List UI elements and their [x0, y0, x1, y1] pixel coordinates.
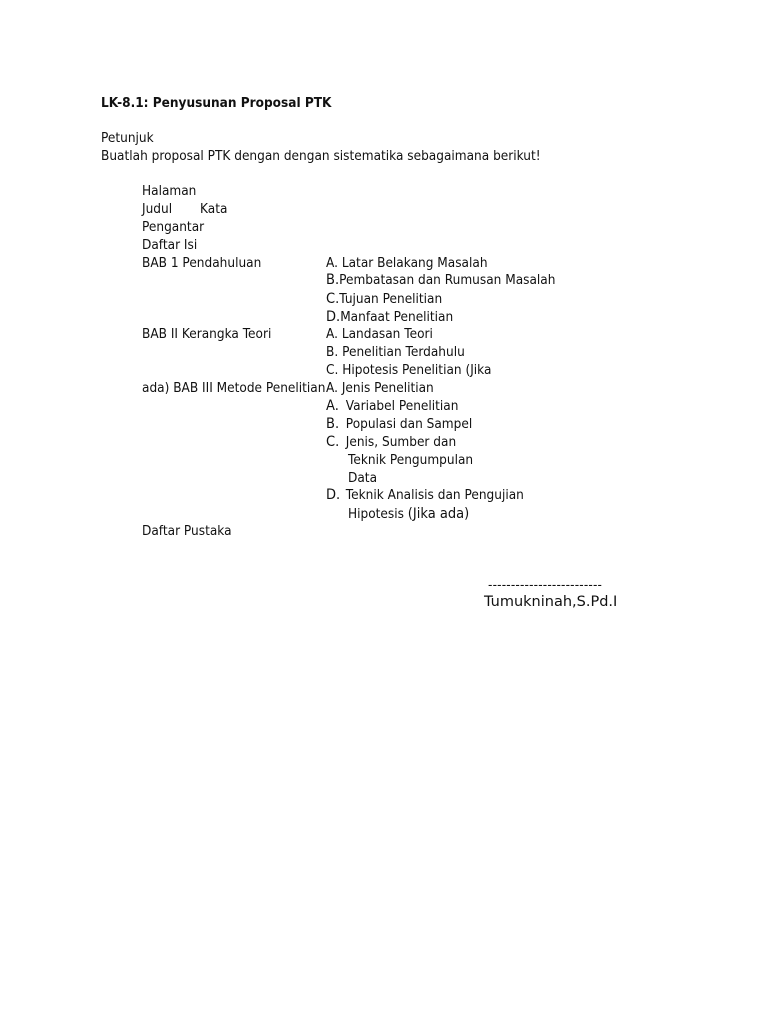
- bab3-item-c-continuation-1: Teknik Pengumpulan: [348, 452, 474, 468]
- daftar-pustaka: Daftar Pustaka: [142, 523, 232, 539]
- item-letter: C.: [326, 362, 339, 378]
- item-letter: C.: [326, 291, 340, 307]
- item-text: Hipotesis Penelitian (Jika: [342, 362, 492, 378]
- item-text: Hipotesis: [348, 506, 404, 522]
- item-letter: C.: [326, 434, 340, 450]
- item-text: Manfaat Penelitian: [340, 309, 454, 325]
- outline-kata: Kata: [200, 201, 228, 217]
- bab1-item-d: [326, 308, 453, 326]
- bab3-item-c-jenis-sumber: [326, 433, 456, 451]
- item-text: Populasi dan Sampel: [345, 416, 473, 432]
- signature-line: -------------------------: [488, 577, 603, 593]
- outline-daftar-isi: Daftar Isi: [142, 237, 198, 253]
- item-text: Jenis, Sumber dan: [345, 434, 457, 450]
- item-letter: B.: [326, 272, 340, 288]
- bab3-item-a-jenis: [326, 379, 434, 397]
- item-letter: A.: [326, 255, 338, 271]
- item-text: Latar Belakang Masalah: [341, 255, 488, 271]
- outline-halaman: Halaman: [142, 183, 197, 199]
- document-title: LK-8.1: Penyusunan Proposal PTK: [101, 95, 332, 111]
- bab3-item-d-teknik: [326, 486, 524, 504]
- bab1-item-a: [326, 254, 488, 272]
- item-letter: B.: [326, 344, 339, 360]
- item-text: Pembatasan dan Rumusan Masalah: [339, 272, 556, 288]
- item-text: Penelitian Terdahulu: [342, 344, 465, 360]
- bab3-item-c-continuation-2: Data: [348, 470, 378, 486]
- bab1-item-c: [326, 290, 442, 308]
- bab2-label: BAB II Kerangka Teori: [142, 326, 272, 342]
- instruction-heading: Petunjuk: [101, 130, 154, 146]
- item-text: (Jika ada): [407, 506, 470, 522]
- outline-pengantar: Pengantar: [142, 219, 205, 235]
- bab2-item-b: [326, 343, 465, 361]
- signature-name: Tumukninah,S.Pd.I: [484, 594, 618, 610]
- bab1-item-b: [326, 271, 555, 289]
- item-letter: B.: [326, 416, 340, 432]
- item-text: Variabel Penelitian: [345, 398, 459, 414]
- bab2-item-c: [326, 361, 491, 379]
- bab2-item-a: [326, 325, 433, 343]
- item-text: Landasan Teori: [341, 326, 433, 342]
- bab3-item-d-continuation: [348, 505, 469, 523]
- item-letter: A.: [326, 326, 338, 342]
- item-text: Jenis Penelitian: [341, 380, 434, 396]
- item-text: Tujuan Penelitian: [339, 291, 443, 307]
- item-letter: D.: [326, 309, 341, 325]
- item-text: Teknik Analisis dan Pengujian: [345, 487, 524, 503]
- bab3-item-b-populasi: [326, 415, 472, 433]
- item-letter: A.: [326, 380, 338, 396]
- bab3-item-a-variabel: [326, 397, 458, 415]
- item-letter: D.: [326, 487, 341, 503]
- item-letter: A.: [326, 398, 339, 414]
- outline-judul: Judul: [142, 201, 173, 217]
- instruction-text: Buatlah proposal PTK dengan dengan sistematika sebagaimana berikut!: [101, 148, 541, 164]
- bab3-label: ada) BAB III Metode Penelitian: [142, 380, 326, 396]
- bab1-label: BAB 1 Pendahuluan: [142, 255, 262, 271]
